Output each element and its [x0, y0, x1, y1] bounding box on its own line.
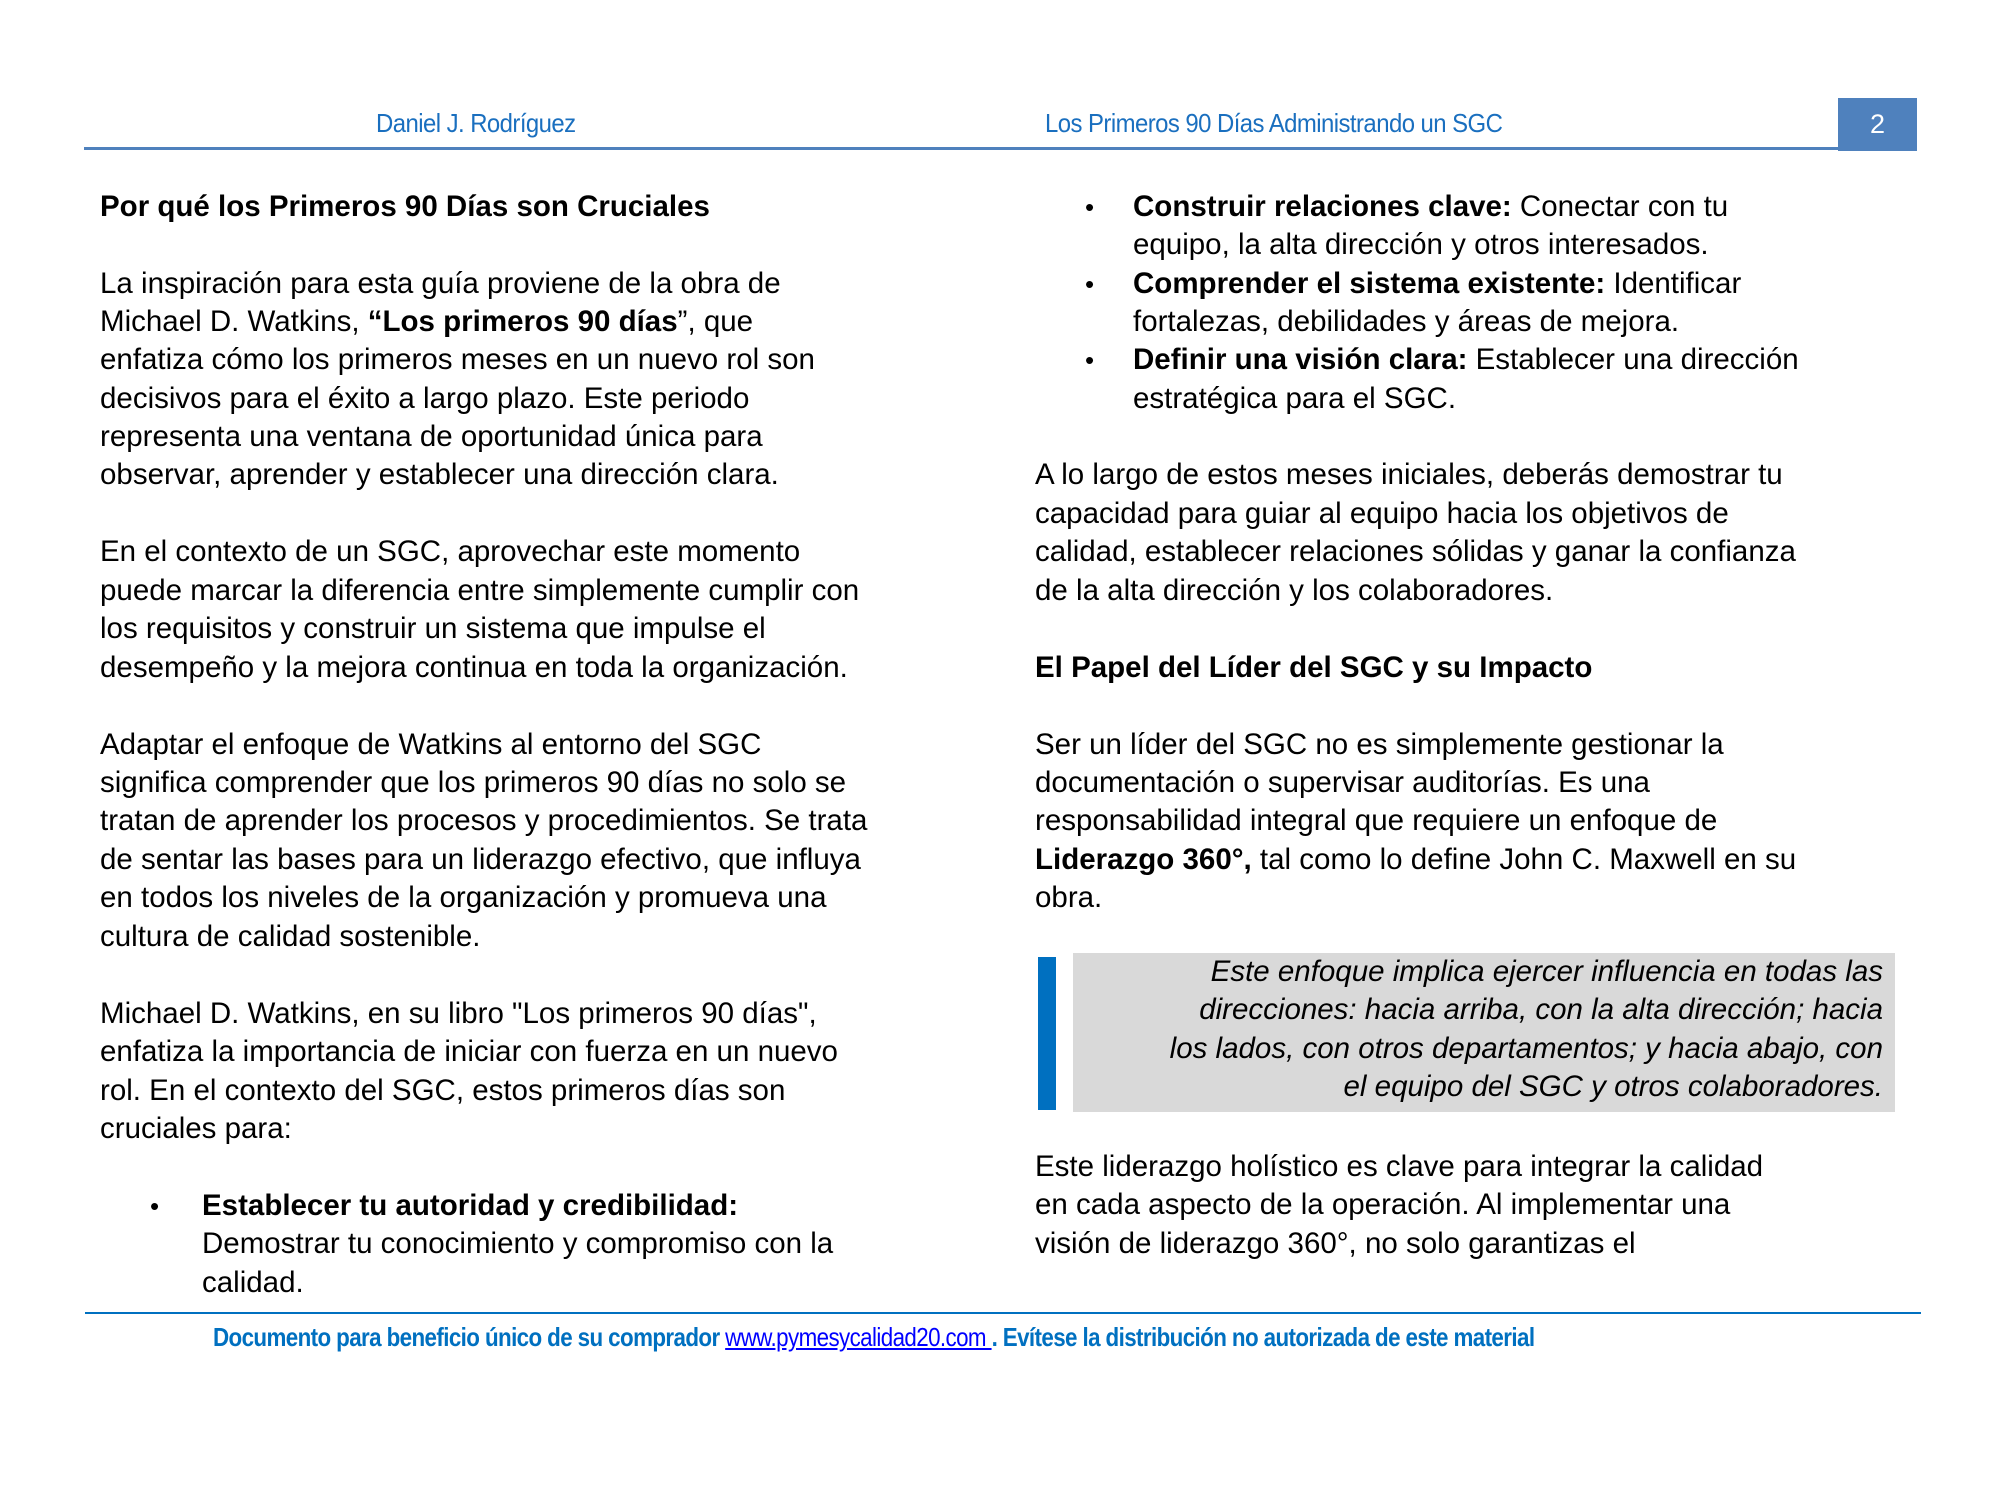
paragraph-line: cultura de calidad sostenible.: [100, 920, 481, 953]
text-run: ”, que: [677, 305, 754, 338]
quote-line: direcciones: hacia arriba, con la alta dirección; hacia: [1199, 993, 1883, 1026]
header-author: Daniel J. Rodríguez: [376, 108, 576, 138]
paragraph-line: representa una ventana de oportunidad única para: [100, 420, 763, 453]
section-heading: Por qué los Primeros 90 Días son Cruciales: [100, 190, 710, 223]
text-run: Identificar: [1605, 267, 1742, 300]
paragraph-line: rol. En el contexto del SGC, estos primeros días son: [100, 1074, 786, 1107]
bullet-text: equipo, la alta dirección y otros interesados.: [1133, 228, 1709, 261]
paragraph-line: Michael D. Watkins, en su libro "Los primeros 90 días",: [100, 997, 817, 1030]
paragraph-line: puede marcar la diferencia entre simplemente cumplir con: [100, 574, 860, 607]
bullet-bold-text: Establecer tu autoridad y credibilidad:: [202, 1189, 739, 1222]
header-document-title: Los Primeros 90 Días Administrando un SGC: [1045, 108, 1503, 138]
paragraph-line: observar, aprender y establecer una dirección clara.: [100, 458, 779, 491]
bullet-icon: •: [1085, 345, 1095, 375]
header-divider: [84, 147, 1838, 150]
text-run: Conectar con tu: [1511, 190, 1729, 223]
quote-line: Este enfoque implica ejercer influencia en todas las: [1210, 955, 1883, 988]
paragraph-line: documentación o supervisar auditorías. Es una: [1035, 766, 1650, 799]
text-run: Michael D. Watkins,: [100, 305, 368, 338]
paragraph-line: En el contexto de un SGC, aprovechar este momento: [100, 535, 801, 568]
emphasis-text: Liderazgo 360°,: [1035, 843, 1252, 876]
paragraph-line: La inspiración para esta guía proviene de la obra de: [100, 267, 781, 300]
quote-accent-bar: [1038, 957, 1056, 1110]
bullet-bold-text: Construir relaciones clave:: [1133, 190, 1512, 223]
paragraph-line: los requisitos y construir un sistema que impulse el: [100, 612, 766, 645]
page-number: 2: [1869, 109, 1886, 139]
paragraph-line: significa comprender que los primeros 90 días no solo se: [100, 766, 847, 799]
footer-text: . Evítese la distribución no autorizada de este material: [991, 1322, 1535, 1352]
bullet-bold-text: Definir una visión clara:: [1133, 343, 1468, 376]
bullet-text: Demostrar tu conocimiento y compromiso con la: [202, 1227, 834, 1260]
bullet-icon: •: [1085, 269, 1095, 299]
page-number-badge: [1838, 98, 1917, 151]
bullet-icon: •: [150, 1191, 160, 1221]
paragraph-line: Adaptar el enfoque de Watkins al entorno del SGC: [100, 728, 762, 761]
paragraph-line: de sentar las bases para un liderazgo efectivo, que influya: [100, 843, 861, 876]
bullet-text: [1133, 265, 1741, 303]
paragraph-line: calidad, establecer relaciones sólidas y ganar la confianza: [1035, 535, 1796, 568]
paragraph-line: decisivos para el éxito a largo plazo. Este periodo: [100, 382, 750, 415]
paragraph-line: [100, 303, 753, 341]
text-run: tal como lo define John C. Maxwell en su: [1251, 843, 1797, 876]
bullet-text: [1133, 341, 1799, 379]
paragraph-line: Este liderazgo holístico es clave para integrar la calidad: [1035, 1150, 1764, 1183]
bullet-text: fortalezas, debilidades y áreas de mejora.: [1133, 305, 1680, 338]
paragraph-line: en cada aspecto de la operación. Al implementar una: [1035, 1188, 1731, 1221]
paragraph-line: [1035, 841, 1796, 879]
paragraph-line: obra.: [1035, 881, 1103, 914]
quote-line: el equipo del SGC y otros colaboradores.: [1343, 1070, 1883, 1103]
paragraph-line: desempeño y la mejora continua en toda la organización.: [100, 651, 848, 684]
bullet-text: [1133, 188, 1728, 226]
footer-divider: [85, 1312, 1921, 1314]
blockquote: [1073, 953, 1895, 1112]
quote-line: los lados, con otros departamentos; y hacia abajo, con: [1169, 1032, 1883, 1065]
bullet-text: calidad.: [202, 1266, 304, 1299]
paragraph-line: enfatiza la importancia de iniciar con fuerza en un nuevo: [100, 1035, 838, 1068]
section-heading: El Papel del Líder del SGC y su Impacto: [1035, 651, 1593, 684]
text-run: Establecer una dirección: [1467, 343, 1799, 376]
book-title: “Los primeros 90 días: [367, 305, 678, 338]
paragraph-line: responsabilidad integral que requiere un enfoque de: [1035, 804, 1718, 837]
paragraph-line: en todos los niveles de la organización y promueva una: [100, 881, 827, 914]
paragraph-line: de la alta dirección y los colaboradores.: [1035, 574, 1554, 607]
bullet-icon: •: [1085, 192, 1095, 222]
paragraph-line: tratan de aprender los procesos y procedimientos. Se trata: [100, 804, 868, 837]
paragraph-line: Ser un líder del SGC no es simplemente gestionar la: [1035, 728, 1724, 761]
bullet-bold-text: Comprender el sistema existente:: [1133, 267, 1606, 300]
paragraph-line: enfatiza cómo los primeros meses en un nuevo rol son: [100, 343, 815, 376]
paragraph-line: cruciales para:: [100, 1112, 292, 1145]
paragraph-line: visión de liderazgo 360°, no solo garantizas el: [1035, 1227, 1636, 1260]
footer-text: Documento para beneficio único de su comprador: [213, 1322, 726, 1352]
website-link[interactable]: www.pymesycalidad20.com: [725, 1322, 992, 1352]
footer-notice: [213, 1322, 1534, 1353]
paragraph-line: A lo largo de estos meses iniciales, deberás demostrar tu: [1035, 458, 1783, 491]
bullet-text: estratégica para el SGC.: [1133, 382, 1457, 415]
paragraph-line: capacidad para guiar al equipo hacia los objetivos de: [1035, 497, 1729, 530]
